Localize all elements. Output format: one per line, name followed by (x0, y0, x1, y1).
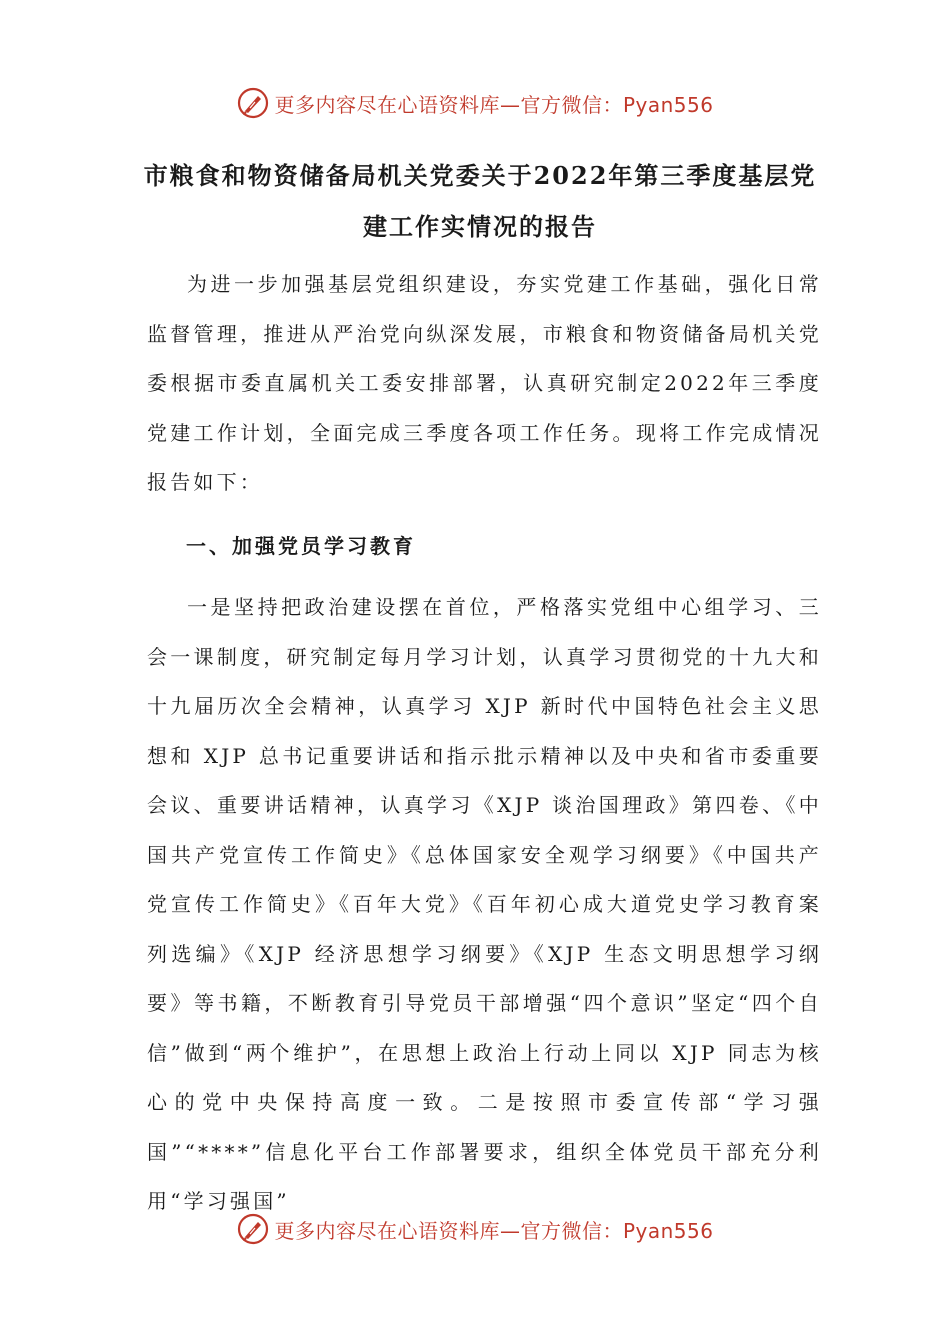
section-heading: 一、加强党员学习教育 (186, 534, 416, 558)
section-body-paragraph: 一是坚持把政治建设摆在首位，严格落实党组中心组学习、三会一课制度，研究制定每月学习计划，认真学习贯彻党的十九大和十九届历次全会精神，认真学习 XJP 新时代中国特色社会主义思想和 XJP 总书记重要讲话和指示批示精神以及中央和省市委重要会议、重要讲话精神，认真学习《XJP 谈治国理政》第四卷、《中国共产党宣传工作简史》《总体国家安全观学习纲要》《中国共产党宣传工作简史》《百年大党》《百年初心成大道党史学习教育案列选编》《XJP 经济思想学习纲要》《XJP 生态文明思想学习纲要》等书籍，不断教育引导党员干部增强“四个意识”坚定“四个自信”做到“两个维护”，在思想上政治上行动上同以 XJP 同志为核心的党中央保持高度一致。二是按照市委宣传部“学习强国”“****”信息化平台工作部署要求，组织全体党员干部充分利用“学习强国” (147, 595, 822, 1213)
watermark-text: 更多内容尽在心语资料库—官方微信：Pyan556 (274, 1218, 714, 1243)
watermark-footer (0, 1212, 950, 1246)
pen-logo-icon (236, 1212, 270, 1246)
watermark-text: 更多内容尽在心语资料库—官方微信：Pyan556 (274, 92, 714, 117)
document-title-line1: 市粮食和物资储备局机关党委关于2022年第三季度基层党 (143, 161, 817, 190)
document-title-line2: 建工作实情况的报告 (363, 212, 597, 241)
pen-logo-icon (236, 86, 270, 120)
intro-paragraph: 为进一步加强基层党组织建设，夯实党建工作基础，强化日常监督管理，推进从严治党向纵深发展，市粮食和物资储备局机关党委根据市委直属机关工委安排部署，认真研究制定2022年三季度党建工作计划，全面完成三季度各项工作任务。现将工作完成情况报告如下： (147, 272, 822, 494)
watermark-header (0, 86, 950, 120)
